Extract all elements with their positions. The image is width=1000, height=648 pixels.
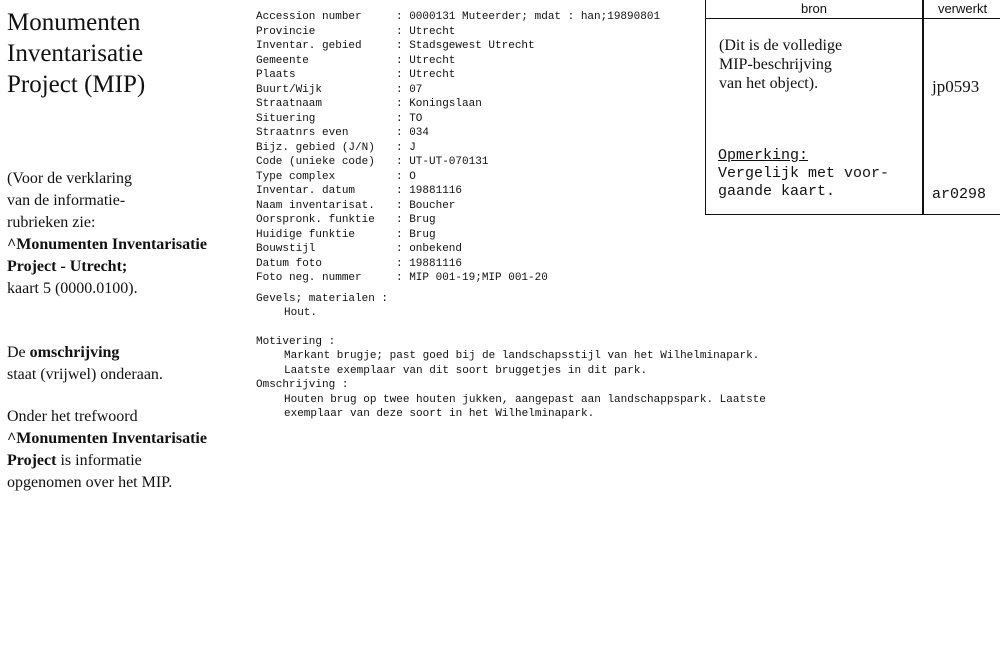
reference-note-line: (Voor de verklaring — [7, 170, 132, 187]
field-row — [256, 126, 716, 141]
field-label: Inventar. gebied — [256, 40, 362, 52]
motivering-line: Laatste exemplaar van dit soort bruggetjes in dit park. — [284, 364, 648, 377]
field-label: Type complex — [256, 170, 336, 183]
field-value: : 19881116 — [396, 257, 463, 270]
omschrijving-label: Omschrijving : — [256, 379, 349, 391]
motivering-section — [256, 335, 760, 379]
remark-line: gaande kaart. — [718, 183, 836, 200]
motivering-label: Motivering : — [256, 335, 336, 348]
field-row — [256, 257, 716, 272]
field-row — [256, 228, 716, 243]
field-row — [256, 184, 716, 199]
field-label: Straatnaam — [256, 98, 323, 110]
reference-link[interactable]: Project - Utrecht; — [7, 258, 128, 275]
reference-link[interactable]: ^Monumenten Inventarisatie — [7, 236, 207, 253]
field-row — [256, 213, 716, 228]
field-label: Code (unieke code) — [256, 156, 375, 168]
field-row — [256, 242, 716, 257]
field-label: Buurt/Wijk — [256, 83, 323, 96]
field-row — [256, 39, 716, 54]
record-fields — [256, 10, 716, 286]
field-row — [256, 112, 716, 127]
field-row — [256, 155, 716, 170]
keyword-link[interactable]: Project — [7, 452, 57, 469]
keyword-note — [7, 406, 207, 494]
field-row — [256, 68, 716, 83]
keyword-note-line: Onder het trefwoord — [7, 408, 138, 425]
field-label: Inventar. datum — [256, 185, 356, 197]
field-label: Naam inventarisat. — [256, 199, 375, 212]
gevels-label: Gevels; materialen : — [256, 292, 389, 305]
description-note-line: staat (vrijwel) onderaan. — [7, 366, 163, 383]
field-value: : Koningslaan — [396, 98, 482, 110]
field-row — [256, 141, 716, 156]
description-keyword: omschrijving — [29, 344, 120, 361]
field-label: Accession number — [256, 11, 362, 23]
field-row — [256, 25, 716, 40]
remark-label: Opmerking: — [718, 147, 809, 164]
reference-note-line: van de informatie- — [7, 192, 126, 209]
keyword-link[interactable]: ^Monumenten Inventarisatie — [7, 430, 207, 447]
gevels-section — [256, 292, 716, 321]
reference-note-line: kaart 5 (0000.0100). — [7, 280, 138, 297]
field-row — [256, 54, 716, 69]
keyword-note-line: opgenomen over het MIP. — [7, 474, 173, 491]
field-label: Bijz. gebied (J/N) — [256, 141, 375, 154]
title-line-1: Monumenten — [7, 9, 141, 36]
field-value: : 034 — [396, 127, 430, 139]
field-label: Provincie — [256, 25, 316, 38]
field-value: : MIP 001-19;MIP 001-20 — [396, 272, 548, 284]
field-row — [256, 199, 716, 214]
field-value: : Boucher — [396, 199, 456, 212]
field-value: : Utrecht — [396, 54, 456, 67]
omschrijving-line: exemplaar van deze soort in het Wilhelminapark. — [284, 408, 595, 420]
field-row — [256, 170, 716, 185]
verwerkt-ref-2: ar0298 — [932, 186, 987, 203]
field-row — [256, 83, 716, 98]
field-value: : O — [396, 170, 416, 183]
source-table-header — [706, 0, 1000, 19]
field-value: : TO — [396, 112, 423, 125]
remark — [718, 147, 889, 201]
bron-line: van het object). — [719, 75, 819, 92]
title-line-2: Inventarisatie — [7, 40, 144, 67]
field-value: : UT-UT-070131 — [396, 156, 489, 168]
field-row — [256, 10, 716, 25]
bron-line: (Dit is de volledige — [719, 37, 843, 54]
field-label: Bouwstijl — [256, 243, 316, 255]
field-value: : 0000131 Muteerder; mdat : han;19890801 — [396, 11, 661, 23]
field-label: Oorspronk. funktie — [256, 214, 375, 226]
verwerkt-ref-1: jp0593 — [932, 77, 980, 96]
header-bron: bron — [800, 1, 828, 16]
source-table — [705, 0, 1000, 215]
field-label: Gemeente — [256, 54, 309, 67]
field-value: : Utrecht — [396, 69, 456, 81]
field-label: Plaats — [256, 69, 296, 81]
field-row — [256, 271, 716, 286]
field-value: : Brug — [396, 228, 436, 241]
bron-line: MIP-beschrijving — [719, 56, 832, 73]
field-label: Foto neg. nummer — [256, 272, 362, 284]
field-label: Situering — [256, 112, 316, 125]
bron-description — [719, 36, 842, 93]
field-label: Straatnrs even — [256, 127, 349, 139]
field-row — [256, 97, 716, 112]
field-label: Huidige funktie — [256, 228, 356, 241]
keyword-note-line: Project is informatie — [7, 452, 142, 469]
remark-line: Vergelijk met voor- — [718, 165, 890, 182]
omschrijving-line: Houten brug op twee houten jukken, aangepast aan landschappspark. Laatste — [284, 393, 766, 406]
gevels-value: Hout. — [284, 307, 318, 319]
description-note — [7, 342, 163, 386]
motivering-line: Markant brugje; past goed bij de landschapsstijl van het Wilhelminapark. — [284, 350, 760, 362]
page-title — [7, 7, 145, 100]
field-value: : 07 — [396, 83, 423, 96]
field-value: : Utrecht — [396, 25, 456, 38]
field-value: : J — [396, 141, 416, 154]
field-value: : Stadsgewest Utrecht — [396, 40, 535, 52]
description-note-line: De omschrijving — [7, 344, 120, 361]
reference-note — [7, 168, 207, 300]
header-verwerkt: verwerkt — [937, 1, 988, 16]
field-label: Datum foto — [256, 257, 323, 270]
omschrijving-section — [256, 378, 766, 422]
field-value: : Brug — [396, 214, 436, 226]
reference-note-line: rubrieken zie: — [7, 214, 96, 231]
field-value: : 19881116 — [396, 185, 463, 197]
column-divider — [922, 0, 924, 214]
title-line-3: Project (MIP) — [7, 71, 146, 98]
field-value: : onbekend — [396, 243, 463, 255]
